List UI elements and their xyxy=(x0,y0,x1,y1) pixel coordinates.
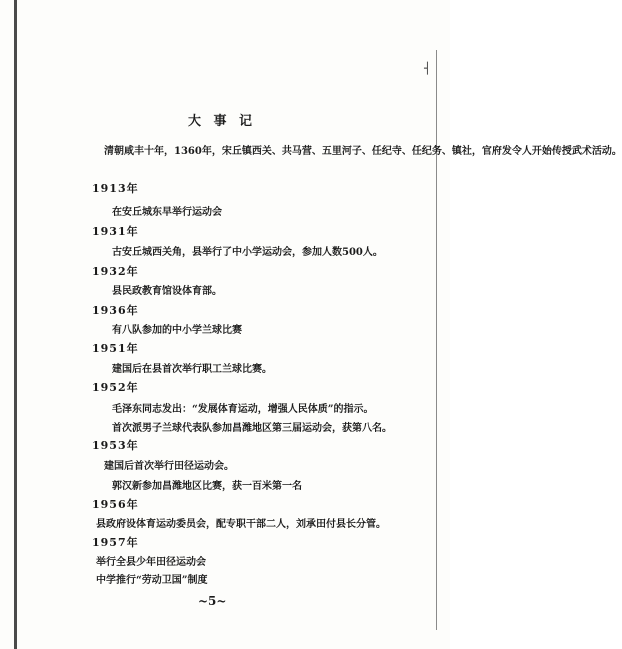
entry-year: 1953年 xyxy=(92,439,139,452)
entry-year: 1931年 xyxy=(92,225,139,238)
entry-text: 古安丘城西关角，县举行了中小学运动会，参加人数500人。 xyxy=(112,247,383,258)
entry-text: 县民政教育馆设体育部。 xyxy=(112,286,222,297)
entry-text: 在安丘城东早举行运动会 xyxy=(112,207,222,218)
page-title: 大 事 记 xyxy=(188,114,257,129)
entry-text: 建国后在县首次举行职工兰球比赛。 xyxy=(112,364,272,375)
entry-text: 中学推行“劳动卫国”制度 xyxy=(96,575,208,586)
entry-text: 有八队参加的中小学兰球比赛 xyxy=(112,325,242,336)
entry-text: 清朝咸丰十年，1360年，宋丘镇西关、共马营、五里河子、任纪寺、任纪务、镇社，官府发令人开始传授武术活动。 xyxy=(104,146,622,157)
entry-year: 1913年 xyxy=(92,182,139,195)
entry-text: 毛泽东同志发出：“发展体育运动，增强人民体质”的指示。 xyxy=(112,404,374,415)
entry-text: 首次派男子兰球代表队参加昌潍地区第三届运动会，获第八名。 xyxy=(112,423,392,434)
entry-year: 1936年 xyxy=(92,304,139,317)
entry-year: 1952年 xyxy=(92,381,139,394)
entry-year: 1957年 xyxy=(92,536,139,549)
entry-year: 1951年 xyxy=(92,342,139,355)
page-number: ~5~ xyxy=(198,594,227,608)
entry-text: 建国后首次举行田径运动会。 xyxy=(104,461,234,472)
entry-text: 郭汉新参加昌潍地区比赛，获一百米第一名 xyxy=(112,481,302,492)
margin-mark: ┤ xyxy=(424,62,431,75)
scan-edge-bar xyxy=(14,0,17,649)
entry-year: 1956年 xyxy=(92,498,139,511)
entry-text: 县政府设体育运动委员会，配专职干部二人，刘承田付县长分管。 xyxy=(96,519,386,530)
margin-rule xyxy=(436,50,437,630)
entry-text: 举行全县少年田径运动会 xyxy=(96,557,206,568)
entry-year: 1932年 xyxy=(92,265,139,278)
